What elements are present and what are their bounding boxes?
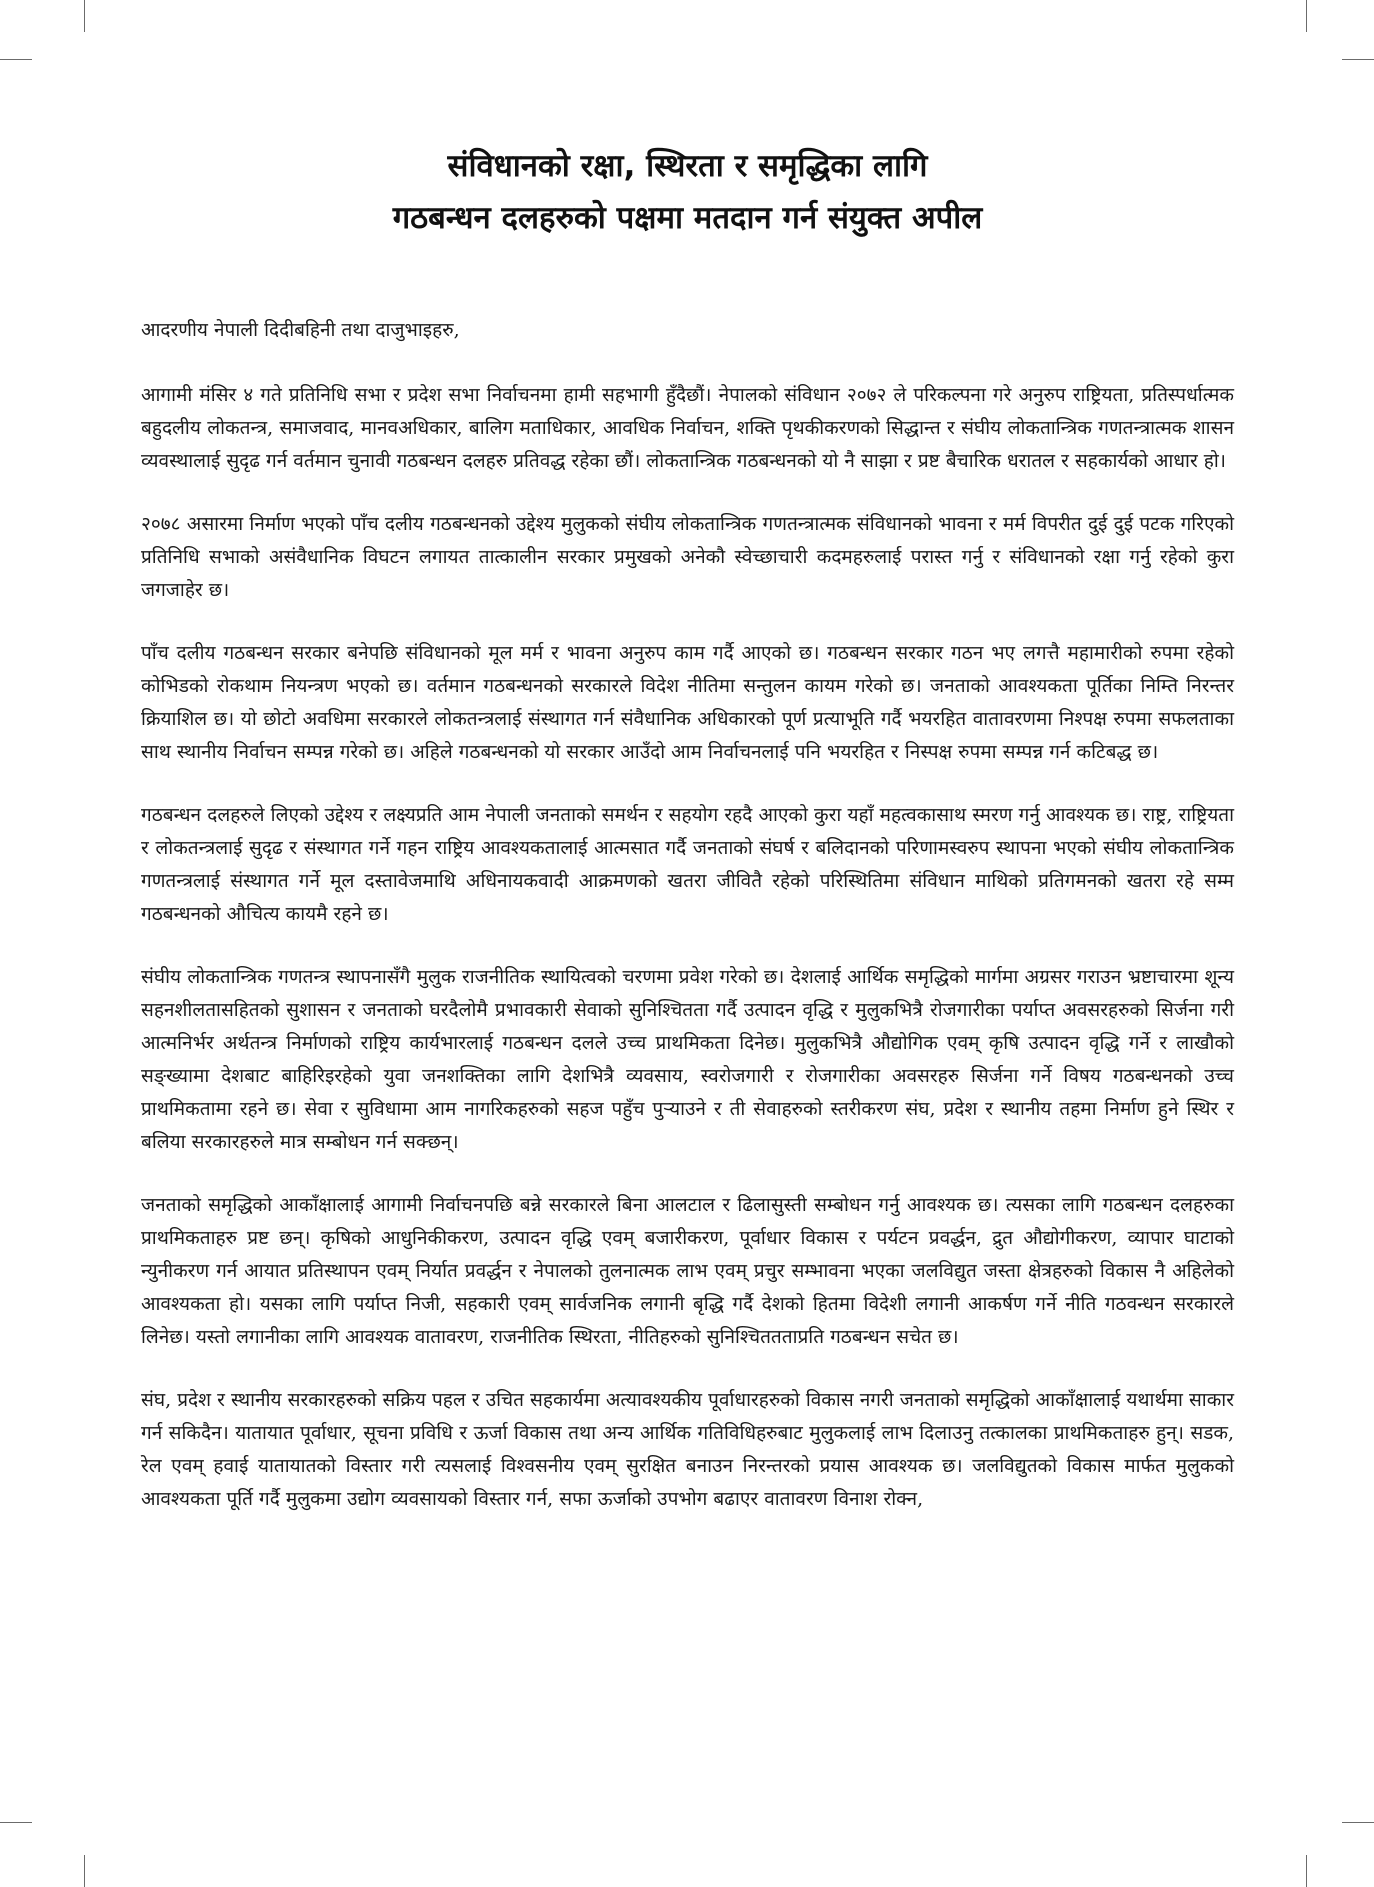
paragraph-5: संघीय लोकतान्त्रिक गणतन्त्र स्थापनासँगै मुलुक राजनीतिक स्थायित्वको चरणमा प्रवेश गरेको छ। देशलाई आर्थिक समृद्धिको मार्गमा अग्रसर गराउन भ्रष्टाचारमा शून्य सहनशीलतासहितको सुशासन र जनताको घरदैलोमै प्रभावकारी सेवाको सुनिश्चितता गर्दै उत्पादन वृद्धि र मुलुकभित्रै रोजगारीका पर्याप्त अवसरहरुको सिर्जना गरी आत्मनिर्भर अर्थतन्त्र निर्माणको राष्ट्रिय कार्यभारलाई गठबन्धन दलले उच्च प्राथमिकता दिनेछ। मुलुकभित्रै औद्योगिक एवम् कृषि उत्पादन वृद्धि गर्ने र लाखौको सङ्ख्यामा देशबाट बाहिरिइरहेको युवा जनशक्तिका लागि देशभित्रै व्यवसाय, स्वरोजगारी र रोजगारीका अवसरहरु सिर्जना गर्ने विषय गठबन्धनको उच्च प्राथमिकतामा रहने छ। सेवा र सुविधामा आम नागरिकहरुको सहज पहुँच पुर्‍याउने र ती सेवाहरुको स्तरीकरण संघ, प्रदेश र स्थानीय तहमा निर्माण हुने स्थिर र बलिया सरकारहरुले मात्र सम्बोधन गर्न सक्छन्। (141, 966, 1234, 1153)
crop-mark-top-left-horizontal (0, 59, 32, 60)
title-line-1: संविधानको रक्षा, स्थिरता र समृद्धिका लागि (447, 148, 928, 184)
crop-mark-top-left-vertical (84, 0, 85, 32)
paragraph-7: संघ, प्रदेश र स्थानीय सरकारहरुको सक्रिय पहल र उचित सहकार्यमा अत्यावश्यकीय पूर्वाधारहरुको विकास नगरी जनताको समृद्धिको आकाँक्षालाई यथार्थमा साकार गर्न सकिदैन। यातायात पूर्वाधार, सूचना प्रविधि र ऊर्जा विकास तथा अन्य आर्थिक गतिविधिहरुबाट मुलुकलाई लाभ दिलाउनु तत्कालका प्राथमिकताहरु हुन्। सडक, रेल एवम् हवाई यातायातको विस्तार गरी त्यसलाई विश्वसनीय एवम् सुरक्षित बनाउन निरन्तरको प्रयास आवश्यक छ। जलविद्युतको विकास मार्फत मुलुकको आवश्यकता पूर्ति गर्दै मुलुकमा उद्योग व्यवसायको विस्तार गर्न, सफा ऊर्जाको उपभोग बढाएर वातावरण विनाश रोक्न, (141, 1389, 1234, 1510)
crop-mark-bottom-right-vertical (1306, 1855, 1307, 1887)
crop-mark-bottom-left-vertical (84, 1855, 85, 1887)
paragraph-1: आगामी मंसिर ४ गते प्रतिनिधि सभा र प्रदेश सभा निर्वाचनमा हामी सहभागी हुँदैछौं। नेपालको संविधान २०७२ ले परिकल्पना गरे अनुरुप राष्ट्रियता, प्रतिस्पर्धात्मक बहुदलीय लोकतन्त्र, समाजवाद, मानवअधिकार, बालिग मताधिकार, आवधिक निर्वाचन, शक्ति पृथकीकरणको सिद्धान्त र संघीय लोकतान्त्रिक गणतन्त्रात्मक शासन व्यवस्थालाई सुदृढ गर्न वर्तमान चुनावी गठबन्धन दलहरु प्रतिवद्ध रहेका छौं। लोकतान्त्रिक गठबन्धनको यो नै साझा र प्रष्ट बैचारिक धरातल र सहकार्यको आधार हो। (141, 384, 1234, 472)
paragraph-4: गठबन्धन दलहरुले लिएको उद्देश्य र लक्ष्यप्रति आम नेपाली जनताको समर्थन र सहयोग रहदै आएको कुरा यहाँ महत्वकासाथ स्मरण गर्नु आवश्यक छ। राष्ट्र, राष्ट्रियता र लोकतन्त्रलाई सुदृढ र संस्थागत गर्ने गहन राष्ट्रिय आवश्यकतालाई आत्मसात गर्दै जनताको संघर्ष र बलिदानको परिणामस्वरुप स्थापना भएको संघीय लोकतान्त्रिक गणतन्त्रलाई संस्थागत गर्ने मूल दस्तावेजमाथि अधिनायकवादी आक्रमणको खतरा जीवितै रहेको परिस्थितिमा संविधान माथिको प्रतिगमनको खतरा रहे सम्म गठबन्धनको औचित्य कायमै रहने छ। (141, 804, 1234, 925)
title-line-2: गठबन्धन दलहरुको पक्षमा मतदान गर्न संयुक्त अपील (392, 200, 983, 236)
paragraph-2: २०७८ असारमा निर्माण भएको पाँच दलीय गठबन्धनको उद्देश्य मुलुकको संघीय लोकतान्त्रिक गणतन्त्रात्मक संविधानको भावना र मर्म विपरीत दुई दुई पटक गरिएको प्रतिनिधि सभाको असंवैधानिक विघटन लगायत तात्कालीन सरकार प्रमुखको अनेकौ स्वेच्छाचारी कदमहरुलाई परास्त गर्नु र संविधानको रक्षा गर्नु रहेको कुरा जगजाहेर छ। (141, 513, 1234, 601)
document-page (141, 140, 1234, 1546)
document-title (141, 140, 1234, 244)
salutation: आदरणीय नेपाली दिदीबहिनी तथा दाजुभाइहरु, (141, 319, 460, 341)
crop-mark-bottom-left-horizontal (0, 1822, 32, 1823)
crop-mark-top-right-vertical (1306, 0, 1307, 32)
crop-mark-top-right-horizontal (1342, 59, 1374, 60)
crop-mark-bottom-right-horizontal (1342, 1822, 1374, 1823)
paragraph-3: पाँच दलीय गठबन्धन सरकार बनेपछि संविधानको मूल मर्म र भावना अनुरुप काम गर्दै आएको छ। गठबन्धन सरकार गठन भए लगत्तै महामारीको रुपमा रहेको कोभिडको रोकथाम नियन्त्रण भएको छ। वर्तमान गठबन्धनको सरकारले विदेश नीतिमा सन्तुलन कायम गरेको छ। जनताको आवश्यकता पूर्तिका निम्ति निरन्तर क्रियाशिल छ। यो छोटो अवधिमा सरकारले लोकतन्त्रलाई संस्थागत गर्न संवैधानिक अधिकारको पूर्ण प्रत्याभूति गर्दै भयरहित वातावरणमा निश्पक्ष रुपमा सफलताका साथ स्थानीय निर्वाचन सम्पन्न गरेको छ। अहिले गठबन्धनको यो सरकार आउँदो आम निर्वाचनलाई पनि भयरहित र निस्पक्ष रुपमा सम्पन्न गर्न कटिबद्ध छ। (141, 642, 1234, 763)
paragraph-6: जनताको समृद्धिको आकाँक्षालाई आगामी निर्वाचनपछि बन्ने सरकारले बिना आलटाल र ढिलासुस्ती सम्बोधन गर्नु आवश्यक छ। त्यसका लागि गठबन्धन दलहरुका प्राथमिकताहरु प्रष्ट छन्। कृषिको आधुनिकीकरण, उत्पादन वृद्धि एवम् बजारीकरण, पूर्वाधार विकास र पर्यटन प्रवर्द्धन, द्रुत औद्योगीकरण, व्यापार घाटाको न्युनीकरण गर्न आयात प्रतिस्थापन एवम् निर्यात प्रवर्द्धन र नेपालको तुलनात्मक लाभ एवम् प्रचुर सम्भावना भएका जलविद्युत जस्ता क्षेत्रहरुको विकास नै अहिलेको आवश्यकता हो। यसका लागि पर्याप्त निजी, सहकारी एवम् सार्वजनिक लगानी बृद्धि गर्दै देशको हितमा विदेशी लगानी आकर्षण गर्ने नीति गठवन्धन सरकारले लिनेछ। यस्तो लगानीका लागि आवश्यक वातावरण, राजनीतिक स्थिरता, नीतिहरुको सुनिश्चिततताप्रति गठबन्धन सचेत छ। (141, 1194, 1234, 1348)
